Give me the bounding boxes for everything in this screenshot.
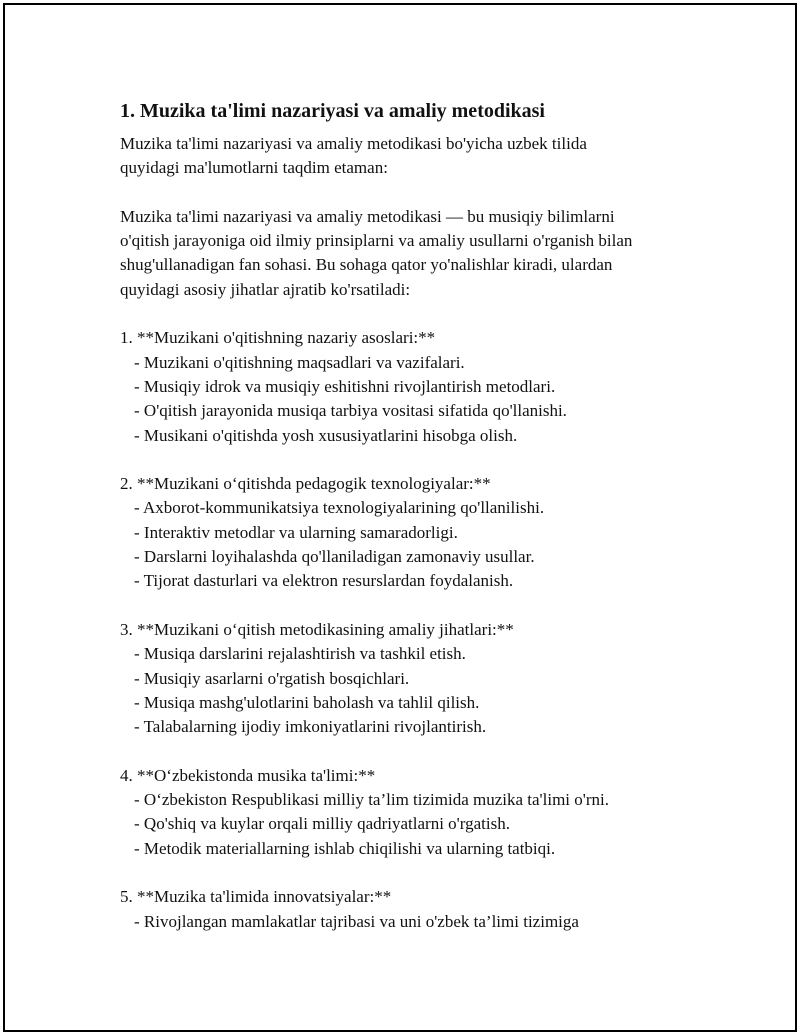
- list-item: - Musiqa mashg'ulotlarini baholash va tahlil qilish.: [134, 692, 480, 712]
- list-item: - Musiqiy asarlarni o'rgatish bosqichlari.: [134, 668, 410, 688]
- paragraph-gap: [120, 448, 720, 472]
- paragraph-gap: [120, 594, 720, 618]
- paragraph-gap: [120, 181, 720, 205]
- section-4: [120, 764, 720, 861]
- paragraph-gap: [120, 861, 720, 885]
- list-item: - Qo'shiq va kuylar orqali milliy qadriyatlarni o'rgatish.: [134, 814, 510, 834]
- definition-line: quyidagi asosiy jihatlar ajratib ko'rsatiladi:: [120, 279, 411, 299]
- intro-line: Muzika ta'limi nazariyasi va amaliy metodikasi bo'yicha uzbek tilida: [120, 134, 587, 153]
- section-2: [120, 472, 720, 593]
- section-heading: 1. **Muzikani o'qitishning nazariy asoslari:**: [120, 328, 436, 348]
- document-title: 1. Muzika ta'limi nazariyasi va amaliy metodikasi: [120, 100, 545, 122]
- list-item: - Tijorat dasturlari va elektron resurslardan foydalanish.: [134, 571, 514, 591]
- section-heading: 5. **Muzika ta'limida innovatsiyalar:**: [120, 887, 392, 907]
- list-item: - Rivojlangan mamlakatlar tajribasi va uni o'zbek ta’limi tizimiga: [134, 911, 579, 931]
- section-1: [120, 326, 720, 447]
- list-item: - Darslarni loyihalashda qo'llaniladigan zamonaviy usullar.: [134, 547, 535, 567]
- list-item: - Musikani o'qitishda yosh xususiyatlarini hisobga olish.: [134, 425, 518, 445]
- list-item: - Musiqa darslarini rejalashtirish va tashkil etish.: [134, 644, 466, 664]
- page-frame: [3, 3, 797, 1032]
- section-heading: 3. **Muzikani o‘qitish metodikasining amaliy jihatlari:**: [120, 619, 514, 639]
- paragraph-gap: [120, 302, 720, 326]
- list-item: - O'qitish jarayonida musiqa tarbiya vositasi sifatida qo'llanishi.: [134, 401, 567, 421]
- definition-line: Muzika ta'limi nazariyasi va amaliy metodikasi — bu musiqiy bilimlarni: [120, 206, 615, 226]
- definition-line: shug'ullanadigan fan sohasi. Bu sohaga qator yo'nalishlar kiradi, ulardan: [120, 255, 613, 275]
- definition-line: o'qitish jarayoniga oid ilmiy prinsiplarni va amaliy usullarni o'rganish bilan: [120, 231, 633, 251]
- section-heading: 2. **Muzikani o‘qitishda pedagogik texnologiyalar:**: [120, 474, 491, 494]
- section-heading: 4. **O‘zbekistonda musika ta'limi:**: [120, 765, 376, 785]
- section-5: [120, 885, 720, 934]
- list-item: - Interaktiv metodlar va ularning samaradorligi.: [134, 522, 458, 542]
- list-item: - Metodik materiallarning ishlab chiqilishi va ularning tatbiqi.: [134, 838, 556, 858]
- list-item: - Talabalarning ijodiy imkoniyatlarini rivojlantirish.: [134, 717, 487, 737]
- section-3: [120, 618, 720, 739]
- paragraph-gap: [120, 739, 720, 763]
- document-body: [120, 98, 720, 934]
- list-item: - O‘zbekiston Respublikasi milliy ta’lim tizimida muzika ta'limi o'rni.: [134, 790, 609, 810]
- list-item: - Axborot-kommunikatsiya texnologiyalarining qo'llanilishi.: [134, 498, 545, 518]
- list-item: - Musiqiy idrok va musiqiy eshitishni rivojlantirish metodlari.: [134, 376, 556, 396]
- intro-line: quyidagi ma'lumotlarni taqdim etaman:: [120, 158, 388, 178]
- definition-paragraph: [120, 205, 720, 302]
- list-item: - Muzikani o'qitishning maqsadlari va vazifalari.: [134, 352, 465, 372]
- intro-paragraph: [120, 132, 720, 181]
